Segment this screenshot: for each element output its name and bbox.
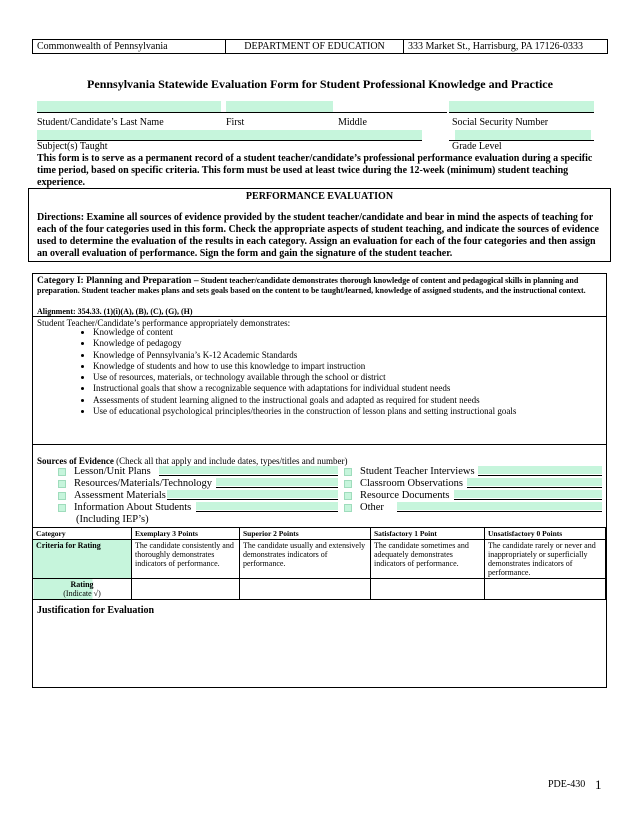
rating-unsatisfactory[interactable] — [485, 579, 606, 600]
source-other[interactable] — [344, 502, 384, 513]
alignment-label: Alignment — [37, 307, 73, 316]
source-assessment[interactable] — [58, 490, 166, 501]
field-underline — [397, 511, 602, 512]
category-divider — [32, 316, 607, 317]
checkbox-icon[interactable] — [344, 492, 352, 500]
source-documents[interactable] — [344, 490, 450, 501]
col-satisfactory: Satisfactory 1 Point — [371, 528, 485, 540]
category-header — [37, 276, 603, 296]
middle-name-label: Middle — [338, 117, 367, 128]
last-name-field[interactable] — [37, 101, 221, 112]
source-resources[interactable] — [58, 478, 212, 489]
rating-satisfactory[interactable] — [371, 579, 485, 600]
source-student-info[interactable] — [58, 502, 191, 513]
checkbox-icon[interactable] — [58, 504, 66, 512]
source-iep-note: (Including IEP’s) — [76, 514, 149, 525]
criteria-satisfactory: The candidate sometimes and adequately demonstrates indicators of performance. — [371, 540, 485, 579]
directions-text: Directions: Examine all sources of evidence provided by the student teacher/candidate and bear in mind the aspects of teaching for each of the four categories used in this form. Check the appropriate aspects of student teaching, and indicate the sources of evidence used to determine the evaluation of the results in each category. Assign an evaluation for each of the four categories and then assign an overall evaluation of performance. Sign the form and gain the signature of the student teacher. — [37, 212, 599, 259]
checkbox-icon[interactable] — [344, 480, 352, 488]
source-lesson-plans[interactable] — [58, 466, 151, 477]
assessment-field[interactable] — [167, 490, 338, 498]
aspect-item: • Use of educational psychological principles/theories in the construction of lesson plans and setting instructional goals — [93, 406, 516, 417]
source-label: Resources/Materials/Technology — [74, 478, 213, 489]
checkbox-icon[interactable] — [344, 504, 352, 512]
aspect-item: • Knowledge of content — [93, 327, 516, 338]
sources-heading-bold: Sources of Evidence — [37, 456, 114, 466]
field-underline — [196, 511, 338, 512]
aspect-item: • Instructional goals that show a recognizable sequence with adaptations for individual student needs — [93, 383, 516, 394]
field-underline — [454, 499, 602, 500]
page-number: 1 — [595, 777, 602, 792]
first-name-label: First — [226, 117, 245, 128]
rating-label: Rating — [70, 580, 94, 589]
interviews-field[interactable] — [478, 466, 602, 474]
first-name-field[interactable] — [226, 101, 333, 112]
category-title: Category I: Planning and Preparation – — [37, 276, 199, 286]
sources-heading — [37, 456, 348, 466]
col-exemplary: Exemplary 3 Points — [132, 528, 240, 540]
name-underline — [37, 112, 447, 113]
category-desc: Student teacher/candidate demonstrates thorough knowledge of content and pedagogical skills in planning and preparation. Student teacher makes plans and sets goals based on the content to be taught/learned, knowledge of assigned students, and the instructional context. — [37, 276, 586, 295]
grade-label: Grade Level — [452, 141, 502, 152]
ssn-field[interactable] — [449, 101, 594, 112]
aspects-list — [57, 327, 516, 417]
header-right: 333 Market St., Harrisburg, PA 17126-0333 — [408, 41, 583, 52]
justification-area[interactable] — [32, 617, 607, 687]
documents-field[interactable] — [454, 490, 602, 498]
field-underline — [467, 487, 602, 488]
checkbox-icon[interactable] — [58, 468, 66, 476]
source-interviews[interactable] — [344, 466, 475, 477]
rating-cell — [33, 579, 132, 600]
source-label: Information About Students — [74, 502, 192, 513]
source-observations[interactable] — [344, 478, 463, 489]
other-field[interactable] — [397, 502, 602, 510]
rating-superior[interactable] — [240, 579, 371, 600]
checkbox-icon[interactable] — [58, 492, 66, 500]
demonstrates-label: Student Teacher/Candidate’s performance appropriately demonstrates: — [37, 318, 291, 328]
criteria-superior: The candidate usually and extensively demonstrates indicators of performance. — [240, 540, 371, 579]
sources-heading-rest: (Check all that apply and include dates, types/titles and number) — [113, 456, 348, 466]
rating-table — [32, 527, 606, 600]
checkbox-icon[interactable] — [344, 468, 352, 476]
source-label: Other — [360, 502, 384, 513]
aspect-item: • Knowledge of pedagogy — [93, 338, 516, 349]
header-table — [32, 39, 608, 54]
field-underline — [167, 499, 338, 500]
observations-field[interactable] — [467, 478, 602, 486]
criteria-unsatisfactory: The candidate rarely or never and inappropriately or superficially demonstrates indicators of performance. — [485, 540, 606, 579]
rating-exemplary[interactable] — [132, 579, 240, 600]
field-underline — [216, 487, 338, 488]
header-left: Commonwealth of Pennsylvania — [33, 40, 226, 53]
aspect-item: • Use of resources, materials, or technology available through the school or district — [93, 372, 516, 383]
source-label: Resource Documents — [360, 490, 450, 501]
criteria-exemplary: The candidate consistently and thoroughly demonstrates indicators of performance. — [132, 540, 240, 579]
last-name-label: Student/Candidate’s Last Name — [37, 117, 164, 128]
ssn-underline — [449, 112, 594, 113]
col-unsatisfactory: Unsatisfactory 0 Points — [485, 528, 606, 540]
aspect-item: • Assessments of student learning aligned to the instructional goals and adapted as required for student needs — [93, 395, 516, 406]
checkbox-icon[interactable] — [58, 480, 66, 488]
col-category: Category — [33, 528, 132, 540]
resources-field[interactable] — [216, 478, 338, 486]
form-number: PDE-430 — [548, 779, 586, 790]
col-superior: Superior 2 Points — [240, 528, 371, 540]
performance-heading: PERFORMANCE EVALUATION — [245, 191, 394, 202]
subjects-label: Subject(s) Taught — [37, 141, 108, 152]
header-center: DEPARTMENT OF EDUCATION — [226, 40, 404, 53]
field-underline — [159, 475, 338, 476]
aspect-item: • Knowledge of students and how to use this knowledge to impart instruction — [93, 361, 516, 372]
intro-text: This form is to serve as a permanent record of a student teacher/candidate’s professional performance evaluation during a specific time period, based on specific criteria. This form must be used at least twice during the 12-week (minimum) student teaching experience. — [37, 153, 593, 188]
aspect-item: • Knowledge of Pennsylvania’s K-12 Academic Standards — [93, 350, 516, 361]
student-info-field[interactable] — [196, 502, 338, 510]
alignment — [37, 307, 193, 316]
subjects-field[interactable] — [37, 130, 422, 140]
source-label: Assessment Materials — [74, 490, 166, 501]
source-label: Student Teacher Interviews — [360, 466, 475, 477]
source-label: Classroom Observations — [360, 478, 463, 489]
rating-sub: (Indicate √) — [63, 589, 101, 598]
form-title: Pennsylvania Statewide Evaluation Form for Student Professional Knowledge and Practice — [87, 77, 553, 91]
grade-field[interactable] — [455, 130, 591, 140]
sources-divider — [32, 444, 607, 445]
ssn-label: Social Security Number — [452, 117, 549, 128]
field-underline — [478, 475, 602, 476]
performance-box — [28, 188, 611, 262]
alignment-value: : 354.33. (1)(i)(A), (B), (C), (G), (H) — [73, 307, 193, 316]
lesson-plans-field[interactable] — [159, 466, 338, 474]
criteria-label: Criteria for Rating — [33, 540, 132, 579]
justification-label: Justification for Evaluation — [37, 605, 155, 616]
source-label: Lesson/Unit Plans — [74, 466, 151, 477]
